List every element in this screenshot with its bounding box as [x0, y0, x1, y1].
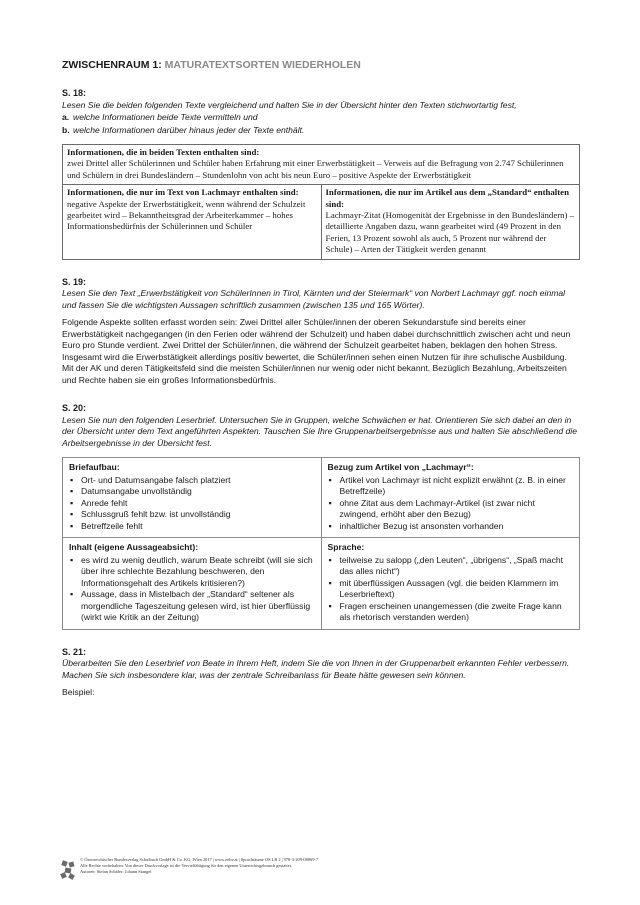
list-item: ▪ Aussage, dass in Mistelbach der „Standard“ seltener als morgendliche Tageszeitung gelesen wird, ist hier überflüssig (wirkt wie Kritik an der Zeitung): [69, 589, 315, 624]
cell-heading: Informationen, die nur im Artikel aus dem „Standard“ enthalten sind:: [325, 187, 569, 209]
title-main: ZWISCHENRAUM 1:: [62, 59, 162, 71]
publisher-logo-icon: [60, 860, 76, 880]
instruction-text: Lesen Sie die beiden folgenden Texte vergleichend und halten Sie in der Übersicht hinter den Texten stichwortartig fest,: [62, 99, 517, 110]
list-item: ▪ mit überflüssigen Aussagen (vgl. die beiden Klammern im Leserbrieftext): [328, 578, 574, 601]
instruction-text: Lesen Sie den Text „Erwerbstätigkeit von SchülerInnen in Tirol, Kärnten und der Steiermark“ von Norbert Lachmayr ggf. noch einmal und fassen Sie die wichtigsten Aussagen schriftlich zusammen (zwischen 135 und 165 Wörter).: [62, 288, 566, 310]
cell-heading: Informationen, die nur im Text von Lachmayr enthalten sind:: [67, 187, 299, 198]
footer-line: © Österreichischer Bundesverlag Schulbuch GmbH & Co. KG, Wien 2017 | www.oebv.at | Sprachräume OS LB 2 | 978-3-209-08869-7: [80, 857, 319, 862]
list-item: ▪ Datumsangabe unvollständig: [69, 486, 315, 498]
list-item: ▪ inhaltlicher Bezug ist ansonsten vorhanden: [328, 521, 574, 533]
instruction-text: Überarbeiten Sie den Leserbrief von Beate in Ihrem Heft, indem Sie die von Ihnen in der Gruppenarbeit erkannten Fehler verbessern. Machen Sie sich insbesondere klar, was der zentrale Schreibanlass für Beate hätte gewesen sein können.: [62, 658, 570, 680]
list-item: ▪ Betreffzeile fehlt: [69, 521, 315, 533]
list-item: ▪ ohne Zitat aus dem Lachmayr-Artikel (ist zwar nicht zwingend, erhöht aber den Bezug): [328, 498, 574, 521]
bullet-list: [69, 475, 315, 533]
cell-heading: Sprache:: [327, 542, 365, 553]
example-label: Beispiel:: [62, 687, 95, 698]
task-letter: a.: [62, 112, 70, 122]
page-content: [62, 58, 580, 699]
task-item-a: [62, 112, 580, 124]
section-label: S. 20:: [62, 403, 87, 414]
section-s19: [62, 277, 580, 387]
bullet-list: [69, 555, 315, 624]
section-label: S. 21:: [62, 646, 87, 657]
copyright-footer: [80, 857, 560, 876]
cell-heading: Briefaufbau:: [69, 462, 120, 473]
page-title: [62, 58, 580, 72]
list-item: ▪ Schlussgruß fehlt bzw. ist unvollständig: [69, 509, 315, 521]
list-item: ▪ es wird zu wenig deutlich, warum Beate schreibt (will sie sich über ihre schlechte Bezahlung beschweren, den Informationsgehalt des Artikels kritisieren?): [69, 555, 315, 590]
comparison-table: [62, 144, 580, 260]
cell-heading: Informationen, die in beiden Texten enthalten sind:: [67, 147, 260, 157]
answer-text: Folgende Aspekte sollten erfasst worden sein: Zwei Drittel aller Schüler/innen der oberen Sekundarstufe sind bereits einer Erwerbstätigkeit nachgegangen (in den Ferien oder während der Schulzeit) und haben dabei durchschnittlich zwischen acht und neun Euro pro Stunde verdient. Zwei Drittel der Schüler/innen, die während der Schulzeit gearbeitet haben, beklagen den hohen Stress. Insgesamt wird die Erwerbstätigkeit allerdings positiv bewertet, die Schüler/innen sehen einen Nutzen für ihre schulische Ausbildung. Mit der AK und deren Tätigkeitsfeld sind die meisten Schüler/innen nur wenig oder nicht bekannt. Bezüglich Bezahlung, Arbeitszeiten und Rechte haben sie ein großes Informationsbedürfnis.: [62, 317, 571, 385]
title-sub: MATURATEXTSORTEN WIEDERHOLEN: [164, 59, 361, 71]
cell-text: zwei Drittel aller Schülerinnen und Schüler haben Erfahrung mit einer Erwerbstätigkeit – Verweis auf die Befragung von 2.747 Schülerinnen und Schülern in drei Bundesländern – Stundenlohn von acht bis neun Euro – positive Aspekte der Erwerbstätigkeit: [67, 158, 564, 180]
footer-line: Alle Rechte vorbehalten. Von dieser Druckvorlage ist die Vervielfältigung für den eigenen Unterrichtsgebrauch gestattet.: [80, 863, 293, 869]
section-label: S. 18:: [62, 88, 87, 98]
table-cell-standard: [321, 185, 580, 259]
table-cell-briefaufbau: [63, 458, 322, 538]
analysis-table: [62, 457, 580, 630]
table-cell-bezug: [321, 458, 580, 538]
cell-text: Lachmayr-Zitat (Homogenität der Ergebnisse in den Bundesländern) – detaillierte Angaben dazu, wann gearbeitet wird (49 Prozent in den Ferien, 13 Prozent sowohl als auch, 5 Prozent nur während der Schule) – Arten der Tätigkeit werden genannt: [325, 210, 575, 255]
instruction-text: Lesen Sie nun den folgenden Leserbrief. Untersuchen Sie in Gruppen, welche Schwächen er hat. Orientieren Sie sich dabei an den in der Übersicht unter dem Text angeführten Aspekten. Tauschen Sie Ihre Gruppenarbeitsergebnisse aus und halten Sie abschließend die Arbeitsergebnisse in der Übersicht fest.: [62, 414, 577, 448]
list-item: ▪ Ort- und Datumsangabe falsch platziert: [69, 475, 315, 487]
table-cell-sprache: [321, 538, 580, 630]
table-row: [63, 458, 580, 538]
list-item: ▪ Fragen erscheinen unangemessen (die zweite Frage kann als rhetorisch verstanden werden): [328, 601, 574, 624]
cell-text: negative Aspekte der Erwerbstätigkeit, wenn während der Schulzeit gearbeitet wird – Bekanntheitsgrad der Arbeiterkammer – hohes Informationsbedürfnis der Schülerinnen und Schüler: [67, 198, 306, 232]
table-cell-inhalt: [63, 538, 322, 630]
bullet-list: [328, 555, 574, 624]
list-item: ▪ teilweise zu salopp („den Leuten“, „übrigens“, „Spaß macht das alles nicht“): [328, 555, 574, 578]
task-text: welche Informationen beide Texte vermitteln und: [73, 112, 258, 122]
list-item: ▪ Anrede fehlt: [69, 498, 315, 510]
table-cell-both: [63, 145, 580, 185]
section-s18: [62, 88, 580, 260]
list-item: ▪ Artikel von Lachmayr ist nicht explizit erwähnt (z. B. in einer Betreffzeile): [328, 475, 574, 498]
table-row: [63, 538, 580, 630]
section-label: S. 19:: [62, 276, 87, 287]
task-item-b: [62, 125, 580, 137]
table-row: [63, 145, 580, 185]
task-text: welche Informationen darüber hinaus jeder der Texte enthält.: [73, 124, 305, 135]
section-s20: [62, 403, 580, 630]
cell-heading: Inhalt (eigene Aussageabsicht):: [69, 542, 199, 553]
table-cell-lachmayr: [63, 185, 322, 259]
table-row: [63, 185, 580, 259]
cell-heading: Bezug zum Artikel von „Lachmayr“:: [327, 462, 474, 473]
section-s21: [62, 647, 580, 699]
task-letter: b.: [62, 124, 70, 135]
bullet-list: [328, 475, 574, 533]
footer-line: Autoren: Stefan Schäfer; Johann Stangel: [80, 869, 152, 875]
